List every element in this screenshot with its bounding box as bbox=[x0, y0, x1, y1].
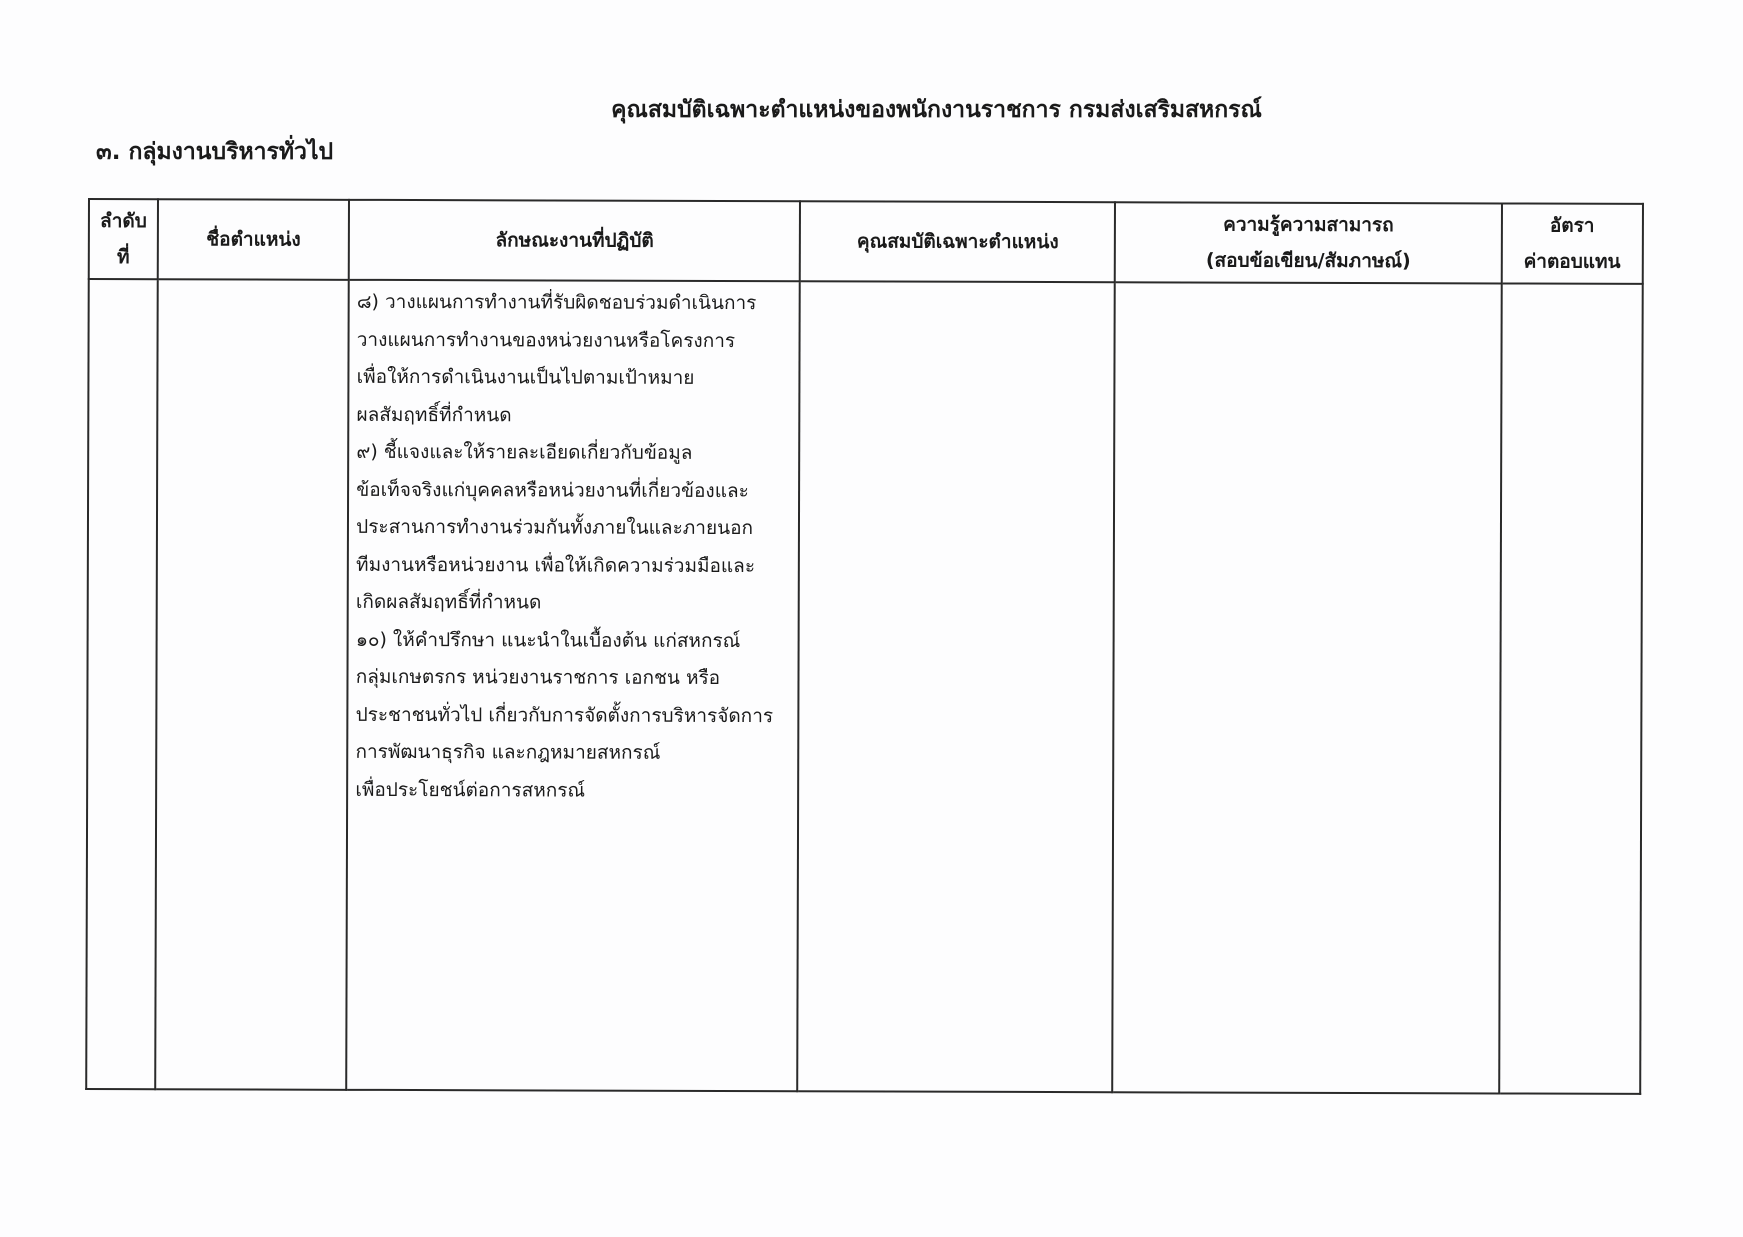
header-position-name: ชื่อตำแหน่ง bbox=[158, 199, 349, 280]
duties-list bbox=[349, 282, 798, 810]
table-header-row bbox=[89, 199, 1643, 284]
header-knowledge-ability: ความรู้ความสามารถ (สอบข้อเขียน/สัมภาษณ์) bbox=[1115, 202, 1501, 283]
header-compensation: อัตรา ค่าตอบแทน bbox=[1501, 203, 1643, 283]
cell-qualifications bbox=[798, 281, 1116, 1092]
duty-line: เพื่อให้การดำเนินงานเป็นไปตามเป้าหมาย bbox=[356, 365, 695, 389]
header-duties: ลักษณะงานที่ปฏิบัติ bbox=[349, 200, 800, 281]
cell-order bbox=[86, 279, 158, 1089]
duty-line: กลุ่มเกษตรกร หน่วยงานราชการ เอกชน หรือ bbox=[355, 665, 721, 689]
cell-knowledge-ability bbox=[1113, 282, 1502, 1093]
cell-position-name bbox=[155, 279, 349, 1090]
duty-line: การพัฒนาธุรกิจ และกฎหมายสหกรณ์ bbox=[355, 740, 661, 764]
duty-line: ทีมงานหรือหน่วยงาน เพื่อให้เกิดความร่วมมือและ bbox=[356, 553, 756, 577]
duty-line: ประชาชนทั่วไป เกี่ยวกับการจัดตั้งการบริหารจัดการ bbox=[355, 703, 774, 727]
duty-line: เกิดผลสัมฤทธิ์ที่กำหนด bbox=[355, 590, 542, 614]
duty-line: เพื่อประโยชน์ต่อการสหกรณ์ bbox=[355, 778, 586, 802]
duty-line: ๘) วางแผนการทำงานที่รับผิดชอบร่วมดำเนินการ bbox=[356, 290, 757, 315]
cell-duties bbox=[346, 280, 800, 1091]
header-order: ลำดับ ที่ bbox=[89, 199, 158, 279]
duty-line: ผลสัมฤทธิ์ที่กำหนด bbox=[356, 403, 512, 426]
page-title: คุณสมบัติเฉพาะตำแหน่งของพนักงานราชการ กรมส่งเสริมสหกรณ์ bbox=[611, 97, 1262, 123]
section-heading: ๓. กลุ่มงานบริหารทั่วไป bbox=[96, 139, 334, 165]
duty-line: วางแผนการทำงานของหน่วยงานหรือโครงการ bbox=[356, 328, 736, 352]
duty-line: ๙) ชี้แจงและให้รายละเอียดเกี่ยวกับข้อมูล bbox=[356, 440, 693, 464]
duty-line: ข้อเท็จจริงแก่บุคคลหรือหน่วยงานที่เกี่ยวข้องและ bbox=[356, 478, 749, 502]
duty-line: ประสานการทำงานร่วมกันทั้งภายในและภายนอก bbox=[356, 515, 754, 540]
qualifications-table bbox=[85, 198, 1644, 1095]
cell-compensation bbox=[1499, 283, 1643, 1093]
header-qualifications: คุณสมบัติเฉพาะตำแหน่ง bbox=[800, 201, 1115, 282]
table-row bbox=[86, 279, 1643, 1094]
duty-line: ๑๐) ให้คำปรึกษา แนะนำในเบื้องต้น แก่สหกรณ์ bbox=[355, 628, 741, 652]
